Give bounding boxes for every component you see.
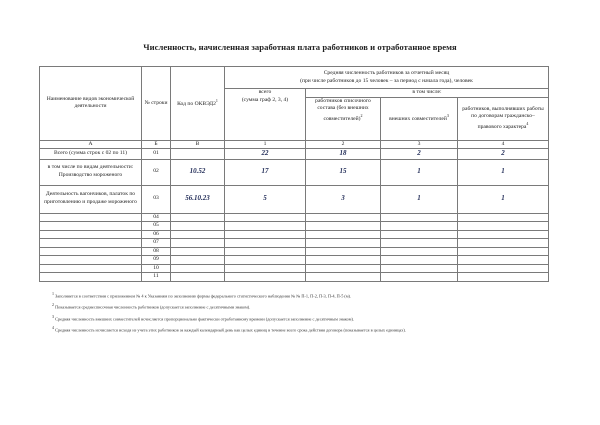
value-total[interactable]: 5 [225, 185, 306, 213]
value-civil-contracts[interactable] [458, 213, 549, 222]
value-civil-contracts[interactable]: 1 [458, 159, 549, 185]
okved-code[interactable] [171, 256, 225, 265]
activity-name[interactable] [40, 213, 142, 222]
okved-code[interactable] [171, 273, 225, 282]
activity-name[interactable] [40, 247, 142, 256]
activity-name[interactable] [40, 239, 142, 248]
value-payroll-staff[interactable] [306, 256, 381, 265]
value-total[interactable]: 22 [225, 149, 306, 159]
okved-code[interactable] [171, 239, 225, 248]
row-number: 04 [142, 213, 171, 222]
value-civil-contracts[interactable] [458, 222, 549, 231]
value-payroll-staff[interactable] [306, 239, 381, 248]
index-cell: 1 [225, 140, 306, 149]
row-number: 09 [142, 256, 171, 265]
table-row [40, 256, 549, 265]
value-total[interactable] [225, 247, 306, 256]
row-number: 05 [142, 222, 171, 231]
value-external[interactable] [381, 222, 458, 231]
header-col-payroll-staff: работников списочного состава (без внешних совместителей)$^2$ [306, 97, 381, 140]
value-external[interactable]: 2 [381, 149, 458, 159]
value-civil-contracts[interactable] [458, 273, 549, 282]
activity-name: Всего (сумма строк с 02 по 11) [40, 149, 142, 159]
value-total[interactable] [225, 264, 306, 273]
activity-name[interactable] [40, 273, 142, 282]
row-number: 02 [142, 159, 171, 185]
value-external[interactable]: 1 [381, 159, 458, 185]
value-total[interactable] [225, 239, 306, 248]
value-payroll-staff[interactable]: 18 [306, 149, 381, 159]
value-civil-contracts[interactable] [458, 256, 549, 265]
activity-name: Деятельность вагончиков, палаток по приготовлению и продаже мороженого [40, 185, 142, 213]
header-col-total: всего (сумма граф 2, 3, 4) [225, 89, 306, 141]
value-total[interactable] [225, 230, 306, 239]
index-cell: Б [142, 140, 171, 149]
row-number: 11 [142, 273, 171, 282]
value-payroll-staff[interactable]: 3 [306, 185, 381, 213]
value-payroll-staff[interactable] [306, 222, 381, 231]
activity-name[interactable] [40, 264, 142, 273]
okved-code[interactable]: 10.52 [171, 159, 225, 185]
value-payroll-staff[interactable] [306, 273, 381, 282]
index-cell: А [40, 140, 142, 149]
row-number: 01 [142, 149, 171, 159]
value-external[interactable] [381, 230, 458, 239]
table-row [40, 273, 549, 282]
okved-code[interactable] [171, 222, 225, 231]
value-civil-contracts[interactable]: 2 [458, 149, 549, 159]
value-civil-contracts[interactable] [458, 230, 549, 239]
table-row [40, 239, 549, 248]
row-number: 08 [142, 247, 171, 256]
header-col-civil-contracts: работников, выполнявших работы по договорам гражданско–правового характера$^4$ [458, 97, 549, 140]
okved-code[interactable] [171, 230, 225, 239]
header-okved-code: Код по $ОКВЭД2^1$ [171, 67, 225, 141]
value-external[interactable] [381, 247, 458, 256]
value-civil-contracts[interactable] [458, 247, 549, 256]
okved-code[interactable] [171, 264, 225, 273]
table-row [40, 264, 549, 273]
value-external[interactable] [381, 264, 458, 273]
value-payroll-staff[interactable]: 15 [306, 159, 381, 185]
activity-name[interactable] [40, 256, 142, 265]
value-payroll-staff[interactable] [306, 264, 381, 273]
value-payroll-staff[interactable] [306, 247, 381, 256]
page-title: Численность, начисленная заработная плата работников и отработанное время [143, 42, 457, 52]
index-row [40, 140, 549, 149]
footnote: 2 Показывается среднесписочная численность работников (допускается заполнение с десятичными знаком). [52, 302, 251, 310]
okved-code[interactable] [171, 149, 225, 159]
value-payroll-staff[interactable] [306, 230, 381, 239]
value-total[interactable] [225, 256, 306, 265]
value-total[interactable] [225, 222, 306, 231]
value-civil-contracts[interactable] [458, 264, 549, 273]
footnote: 3 Средняя численность внешних совместителей исчисляется пропорционально фактически отработанному времени (допускается заполнение с десятичным знаком). [52, 313, 354, 322]
header-activity-name: Наименование видов экономической деятельности [40, 67, 142, 141]
activity-name: в том числе по видам деятельности: Производство мороженого [40, 159, 142, 185]
footnotes [52, 289, 592, 335]
row-number: 03 [142, 185, 171, 213]
value-external[interactable] [381, 239, 458, 248]
table-row [40, 149, 549, 159]
header-avg-headcount: Средняя численность работников за отчетный месяц (при числе работников до 15 человек – за период с начала года), человек [225, 67, 549, 89]
value-external[interactable] [381, 213, 458, 222]
table-row [40, 159, 549, 185]
activity-name[interactable] [40, 222, 142, 231]
index-cell: В [171, 140, 225, 149]
header-row-number: № строки [142, 67, 171, 141]
okved-code[interactable]: 56.10.23 [171, 185, 225, 213]
footnote-ref: 1 [215, 98, 218, 104]
header-including: в том числе: [306, 89, 549, 98]
index-cell: 2 [306, 140, 381, 149]
okved-code[interactable] [171, 213, 225, 222]
value-payroll-staff[interactable] [306, 213, 381, 222]
value-civil-contracts[interactable]: 1 [458, 185, 549, 213]
table-row [40, 247, 549, 256]
table-row [40, 222, 549, 231]
value-civil-contracts[interactable] [458, 239, 549, 248]
row-number: 07 [142, 239, 171, 248]
index-cell: 3 [381, 140, 458, 149]
footnote: 1 Заполняется в соответствии с приложением № 4 к Указаниям по заполнению формы федерального статистического наблюдения № № П-1, П-2, П-3, П-4, П-5 (м). [52, 291, 352, 299]
table-row [40, 185, 549, 213]
row-number: 06 [142, 230, 171, 239]
header-col-external: внешних совместителей$^3$ [381, 97, 458, 140]
row-number: 10 [142, 264, 171, 273]
value-external[interactable]: 1 [381, 185, 458, 213]
table-row [40, 213, 549, 222]
value-external[interactable] [381, 256, 458, 265]
footnote: 4 Средняя численность исчисляется исходя из учета этих работников за каждый календарный день как целых единиц в течение всего срока действия договора (показывается в целых единицах). [52, 325, 406, 333]
okved-code[interactable] [171, 247, 225, 256]
index-cell: 4 [458, 140, 549, 149]
employees-table [39, 66, 549, 282]
value-total[interactable] [225, 213, 306, 222]
value-total[interactable] [225, 273, 306, 282]
value-external[interactable] [381, 273, 458, 282]
activity-name[interactable] [40, 230, 142, 239]
table-row [40, 230, 549, 239]
value-total[interactable]: 17 [225, 159, 306, 185]
